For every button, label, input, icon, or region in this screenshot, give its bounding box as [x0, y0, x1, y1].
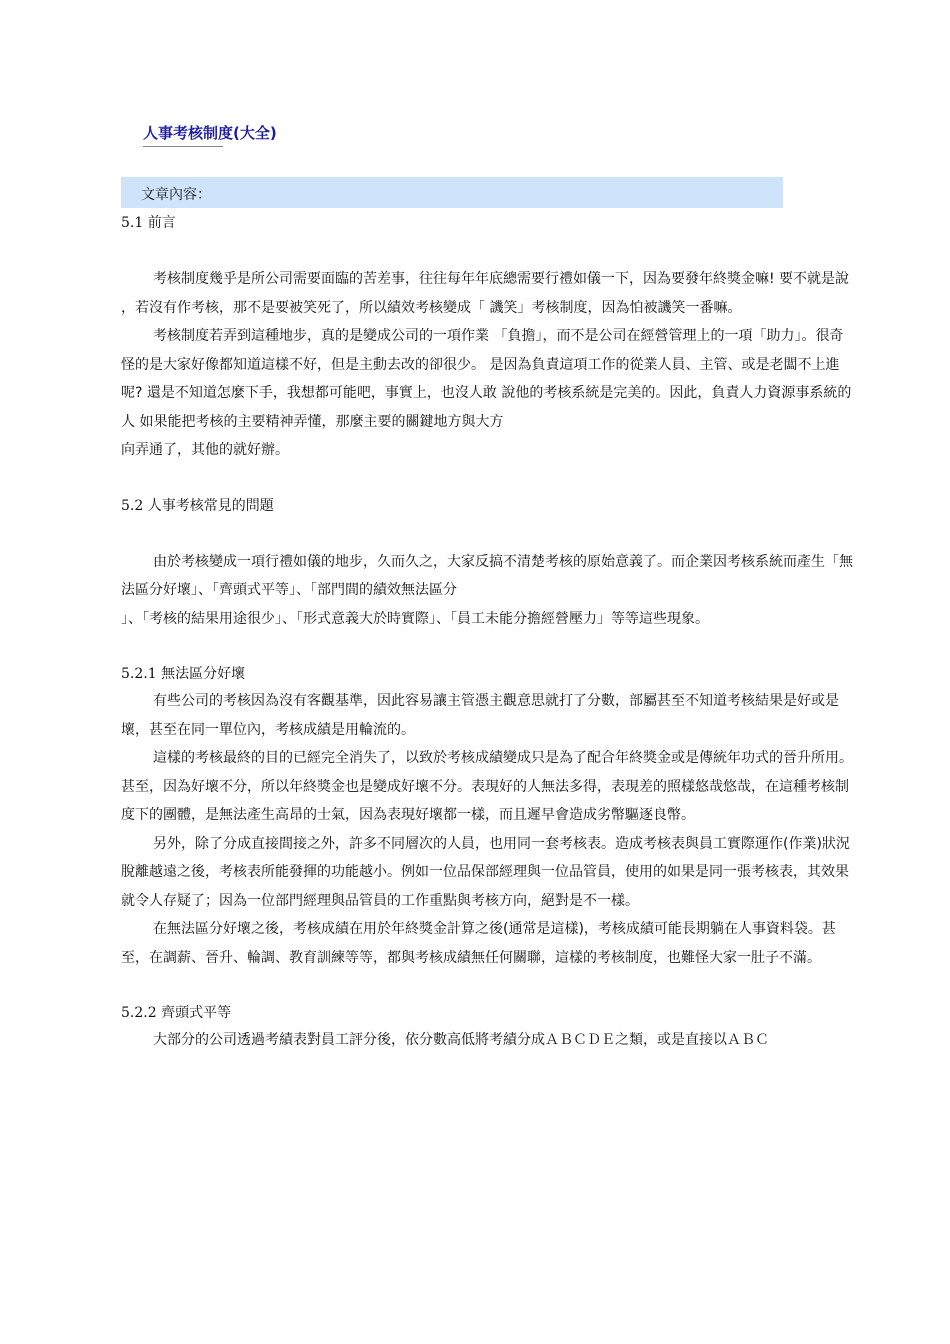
paragraph: 有些公司的考核因為沒有客觀基準，因此容易讓主管憑主觀意思就打了分數，部屬甚至不知道考核結果是好或是壞，甚至在同一單位內，考核成績是用輪流的。	[121, 693, 839, 738]
paragraph: 向弄通了，其他的就好辦。	[121, 442, 289, 458]
article-body	[121, 210, 856, 1055]
paragraph: 考核制度幾乎是所公司需要面臨的苦差事，往往每年年底總需要行禮如儀一下，因為要發年終獎金嘛! 要不就是說 ，若沒有作考核，那不是要被笑死了，所以績效考核變成「 譏笑」考核制度，因為怕被譏笑一番嘛。	[121, 271, 850, 316]
section-heading-5-2: 5.2 人事考核常見的問題	[121, 497, 274, 514]
content-banner	[121, 177, 783, 208]
title-underline	[143, 146, 223, 147]
paragraph: 另外，除了分成直接間接之外，許多不同層次的人員，也用同一套考核表。造成考核表與員工實際運作(作業)狀況脫離越遠之後，考核表所能發揮的功能越小。例如一位品保部經理與一位品管員，使用的如果是同一張考核表，其效果就令人存疑了；因為一位部門經理與品管員的工作重點與考核方向，絕對是不一樣。	[121, 835, 850, 909]
section-heading-5-2-2: 5.2.2 齊頭式平等	[121, 1005, 232, 1021]
paragraph: 由於考核變成一項行禮如儀的地步，久而久之，大家反搞不清楚考核的原始意義了。而企業因考核系統而產生「無法區分好壞」、「齊頭式平等」、「部門間的績效無法區分	[121, 553, 853, 598]
section-heading-5-1: 5.1 前言	[121, 215, 176, 231]
banner-label: 文章內容：	[141, 187, 211, 203]
paragraph: 在無法區分好壞之後，考核成績在用於年終獎金計算之後(通常是這樣)，考核成績可能長期躺在人事資料袋。甚至，在調薪、晉升、輪調、教育訓練等等，都與考核成績無任何關聯，這樣的考核制度，也難怪大家一肚子不滿。	[121, 921, 836, 966]
page-title[interactable]: 人事考核制度(大全)	[143, 124, 277, 142]
paragraph: 大部分的公司透過考績表對員工評分後，依分數高低將考績分成ＡＢＣＤＥ之類，或是直接以ＡＢＣ	[153, 1032, 769, 1048]
paragraph: 這樣的考核最終的目的已經完全消失了，以致於考核成績變成只是為了配合年終獎金或是傳統年功式的晉升所用。甚至，因為好壞不分，所以年終獎金也是變成好壞不分。表現好的人無法多得，表現差的照樣悠哉悠哉，在這種考核制度下的團體，是無法產生高昂的士氣，因為表現好壞都一樣，而且遲早會造成劣幣驅逐良幣。	[121, 750, 853, 823]
paragraph: 」、「考核的結果用途很少」、「形式意義大於時實際」、「員工未能分擔經營壓力」等等這些現象。	[121, 610, 709, 627]
section-heading-5-2-1: 5.2.1 無法區分好壞	[121, 666, 246, 682]
paragraph: 考核制度若弄到這種地步，真的是變成公司的一項作業 「負擔」，而不是公司在經營管理上的一項「助力」。很奇 怪的是大家好像都知道這樣不好，但是主動去改的卻很少。 是因為負責這項工作的從業人員、主管、或是老闆不上進呢? 還是不知道怎麼下手，我想都可能吧，事實上，也沒人敢 說他的考核系統是完美的。因此，負責人力資源事系統的人 如果能把考核的主要精神弄懂，那麼主要的關鍵地方與大方	[121, 328, 852, 430]
